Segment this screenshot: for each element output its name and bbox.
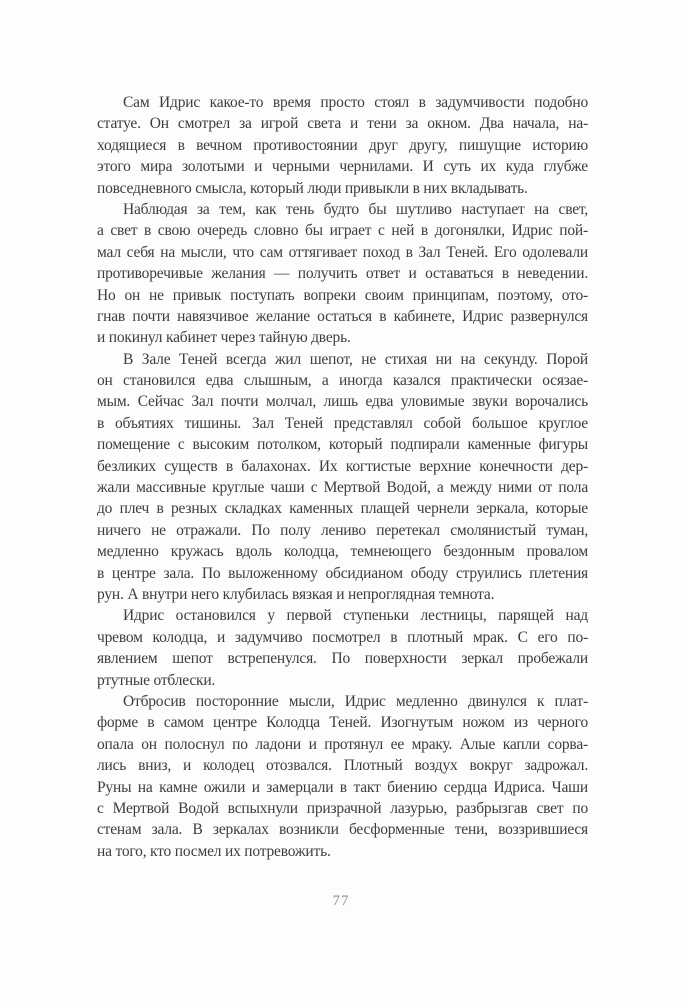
page-number: 77 bbox=[332, 893, 350, 909]
text-line: ничего не отражали. По полу лениво перетекал смолянистый туман, bbox=[97, 521, 588, 539]
text-line: до плеч в резных складках каменных плащей чернели зеркала, которые bbox=[97, 500, 588, 518]
text-line: безликих существ в балахонах. Их когтистые верхние конечности дер- bbox=[97, 457, 588, 475]
text-line: помещение с высоким потолком, который подпирали каменные фигуры bbox=[97, 436, 588, 454]
text-line: лись вниз, и колодец отозвался. Плотный воздух вокруг задрожал. bbox=[97, 757, 588, 775]
text-line: Руны на камне ожили и замерцали в такт биению сердца Идриса. Чаши bbox=[97, 778, 588, 796]
text-line: Сам Идрис какое-то время просто стоял в задумчивости подобно bbox=[123, 94, 588, 111]
text-line: повседневного смысла, который люди привыкли в них вкладывать. bbox=[97, 179, 528, 197]
text-line: в центре зала. По выложенному обсидианом ободу струились плетения bbox=[97, 564, 588, 582]
text-line: форме в самом центре Колодца Теней. Изогнутым ножом из черного bbox=[97, 714, 588, 732]
text-line: гнав почти навязчивое желание остаться в кабинете, Идрис развернулся bbox=[97, 307, 588, 325]
text-line: на того, кто посмел их потревожить. bbox=[97, 842, 331, 860]
text-line: стенам зала. В зеркалах возникли бесформенные тени, воззрившиеся bbox=[97, 821, 588, 839]
text-line: Идрис остановился у первой ступеньки лестницы, парящей над bbox=[123, 607, 588, 625]
text-line: медленно кружась вдоль колодца, темнеющего бездонным провалом bbox=[97, 543, 588, 561]
text-line: ходящиеся в вечном противостоянии друг другу, пишущие историю bbox=[97, 136, 588, 154]
text-line: мым. Сейчас Зал почти молчал, лишь едва уловимые звуки ворочались bbox=[97, 393, 588, 411]
text-line: мал себя на мысли, что сам оттягивает поход в Зал Теней. Его одолевали bbox=[97, 243, 588, 261]
text-line: с Мертвой Водой вспыхнули призрачной лазурью, разбрызгав свет по bbox=[97, 799, 588, 817]
text-line: чревом колодца, и задумчиво посмотрел в плотный мрак. С его по- bbox=[97, 628, 588, 646]
text-line: и покинул кабинет через тайную дверь. bbox=[97, 329, 351, 347]
text-line: опала он полоснул по ладони и протянул ее мраку. Алые капли сорва- bbox=[97, 735, 588, 753]
text-line: статуе. Он смотрел за игрой света и тени за окном. Два начала, на- bbox=[97, 115, 588, 133]
text-line: В Зале Теней всегда жил шепот, не стихая ни на секунду. Порой bbox=[123, 350, 588, 368]
text-line: Наблюдая за тем, как тень будто бы шутливо наступает на свет, bbox=[123, 200, 588, 218]
text-line: явлением шепот встрепенулся. По поверхности зеркал пробежали bbox=[97, 650, 588, 668]
text-line: противоречивые желания — получить ответ и оставаться в неведении. bbox=[97, 265, 588, 283]
text-line: этого мира золотыми и черными чернилами. И суть их куда глубже bbox=[97, 158, 588, 176]
text-line: в объятиях тишины. Зал Теней представлял собой большое круглое bbox=[97, 414, 588, 432]
page-text bbox=[97, 92, 588, 862]
text-line: он становился едва слышным, а иногда казался практически осязае- bbox=[97, 372, 588, 390]
text-line: жали массивные круглые чаши с Мертвой Водой, а между ними от пола bbox=[97, 479, 588, 497]
text-line: Но он не привык поступать вопреки своим принципам, поэтому, ото- bbox=[97, 286, 588, 304]
text-line: Отбросив посторонние мысли, Идрис медленно двинулся к плат- bbox=[123, 692, 588, 710]
text-line: а свет в свою очередь словно бы играет с ней в догонялки, Идрис пой- bbox=[97, 222, 588, 240]
text-line: рун. А внутри него клубилась вязкая и непроглядная темнота. bbox=[97, 585, 495, 603]
text-line: ртутные отблески. bbox=[97, 671, 216, 689]
